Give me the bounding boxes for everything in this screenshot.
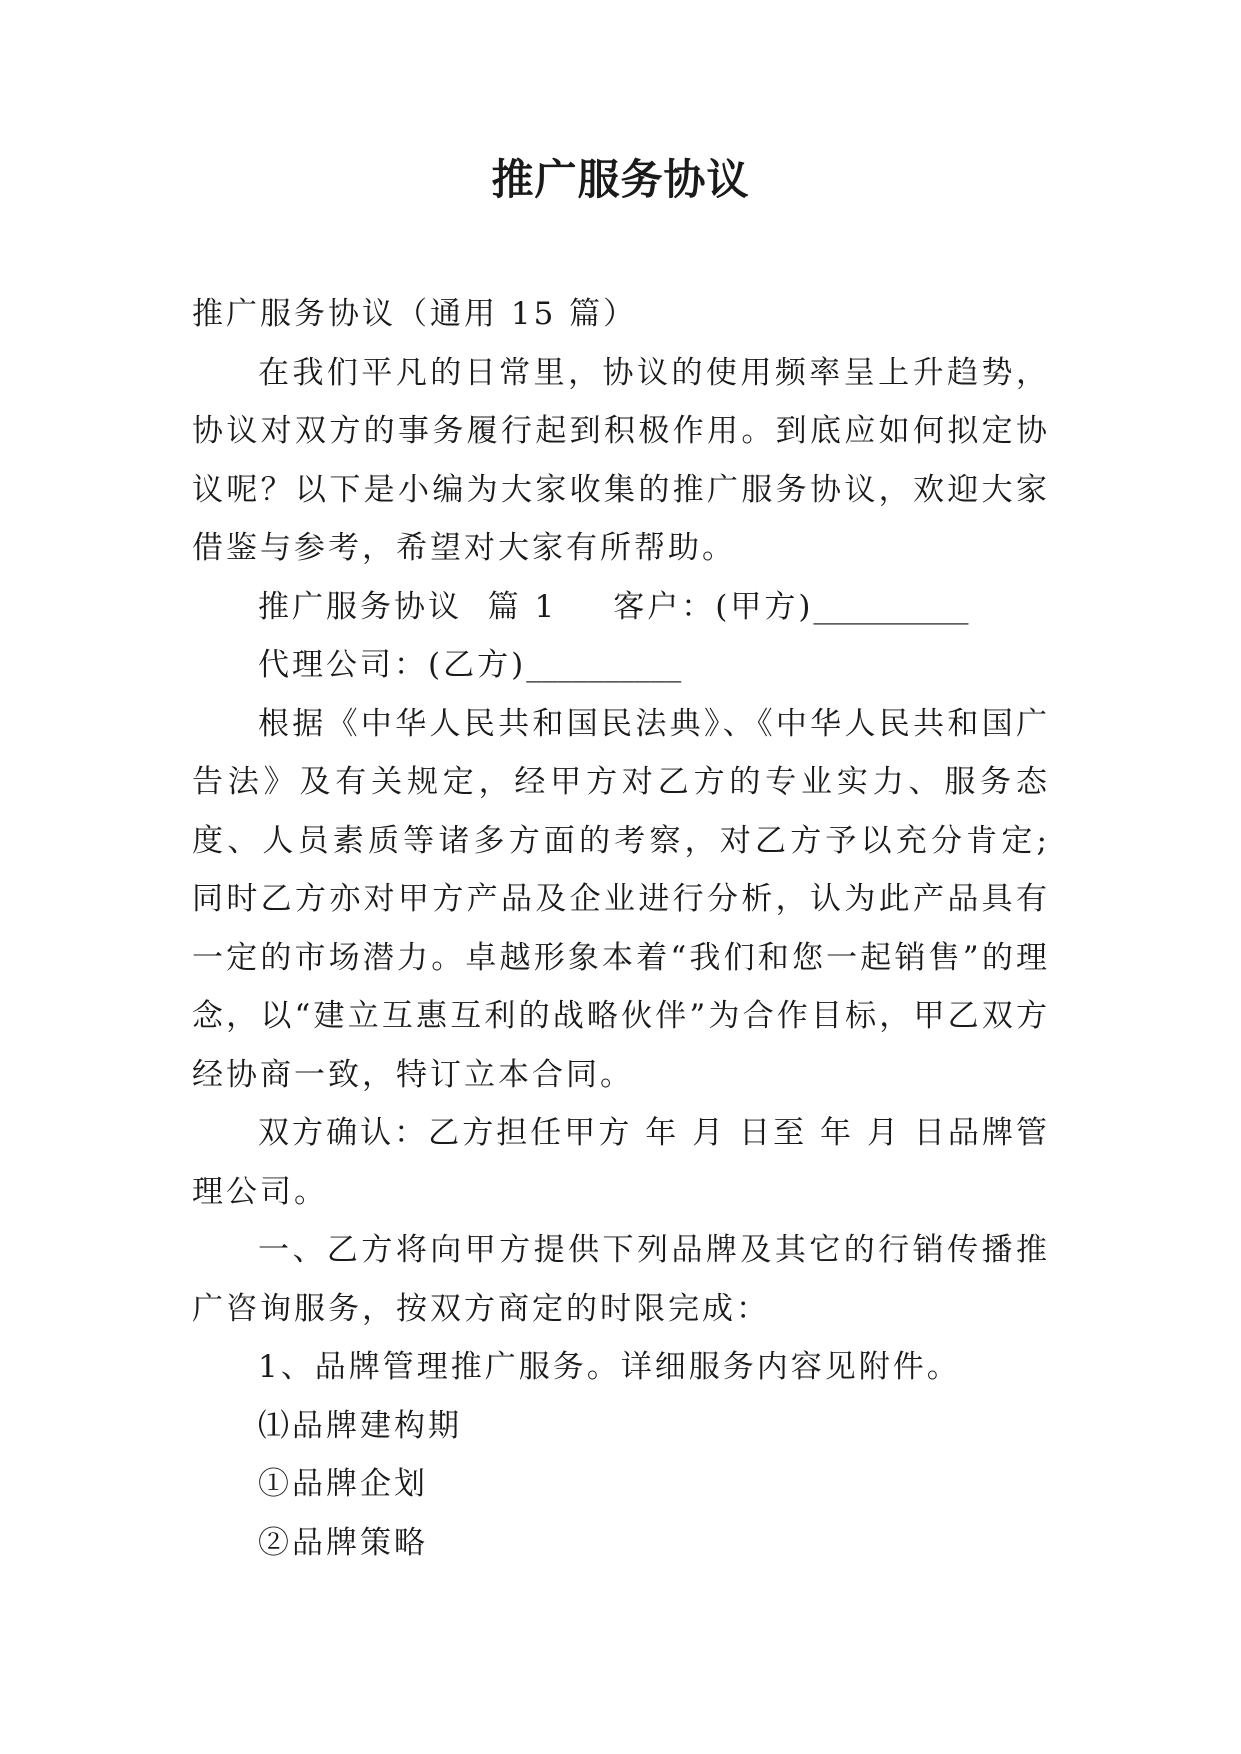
clause-1-paragraph: 一、乙方将向甲方提供下列品牌及其它的行销传播推广咨询服务，按双方商定的时限完成： xyxy=(192,1232,1050,1327)
item-1-1-b: ②品牌策略 xyxy=(258,1524,428,1561)
subtitle: 推广服务协议（通用 15 篇） xyxy=(192,296,638,332)
confirm-paragraph: 双方确认：乙方担任甲方 年 月 日至 年 月 日品牌管理公司。 xyxy=(192,1115,1050,1210)
item-1-1-a: ①品牌企划 xyxy=(258,1466,428,1502)
intro-paragraph: 在我们平凡的日常里，协议的使用频率呈上升趋势，协议对双方的事务履行起到积极作用。到底应如何拟定协议呢？以下是小编为大家收集的推广服务协议，欢迎大家借鉴与参考，希望对大家有所帮助。 xyxy=(192,354,1050,566)
client-label: 客户：(甲方) xyxy=(613,588,814,625)
document-body xyxy=(192,285,1050,1572)
section-heading: 推广服务协议 篇 1 xyxy=(258,588,558,625)
item-1-1: ⑴品牌建构期 xyxy=(258,1407,462,1444)
document-title: 推广服务协议 xyxy=(491,155,750,204)
client-blank: __________ xyxy=(813,588,969,625)
item-1: 1、品牌管理推广服务。详细服务内容见附件。 xyxy=(258,1349,961,1385)
agency-blank: __________ xyxy=(526,647,682,683)
section-heading-line xyxy=(192,578,1050,637)
basis-paragraph: 根据《中华人民共和国民法典》、《中华人民共和国广告法》及有关规定，经甲方对乙方的专业实力、服务态度、人员素质等诸多方面的考察，对乙方予以充分肯定;同时乙方亦对甲方产品及企业进行分析，认为此产品具有一定的市场潜力。卓越形象本着“我们和您一起销售”的理念，以“建立互惠互利的战略伙伴”为合作目标，甲乙双方经协商一致，特订立本合同。 xyxy=(192,705,1050,1093)
agency-label: 代理公司：(乙方) xyxy=(258,647,527,683)
agency-line xyxy=(192,636,1050,695)
